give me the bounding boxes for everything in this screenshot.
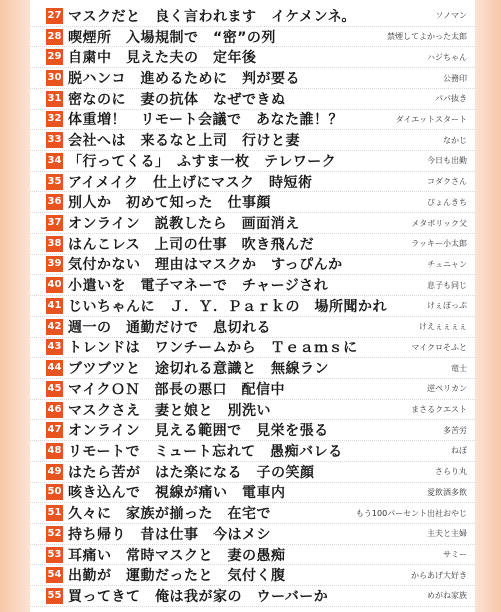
senryu-text: オンライン 見える範囲で 見栄を張る [68, 423, 329, 440]
list-item [30, 110, 475, 131]
author-penname: パパ抜き [435, 94, 467, 104]
entry-number-badge: 44 [46, 360, 63, 376]
list-item [30, 338, 475, 359]
list-item [30, 275, 475, 296]
senryu-text: リモートで ミュート忘れて 愚痴バレる [68, 443, 343, 460]
author-penname: 禁煙してよかった太郎 [387, 32, 467, 42]
author-penname: 主夫と主婦 [427, 529, 467, 539]
list-item [30, 420, 475, 441]
author-penname: さらり丸 [435, 467, 467, 477]
entry-number-badge: 43 [46, 339, 63, 355]
author-penname: コダクさん [427, 177, 467, 187]
entry-number-badge: 50 [46, 484, 63, 500]
list-item [30, 47, 475, 68]
list-item [30, 586, 475, 607]
author-penname: なかじ [443, 135, 467, 145]
author-penname: 逆ペリカン [427, 384, 467, 394]
senryu-text: オンライン 説教したら 画面消え [68, 216, 300, 233]
list-item [30, 6, 475, 27]
list-item [30, 130, 475, 151]
senryu-text: はんこレス 上司の仕事 吹き飛んだ [68, 236, 315, 253]
senryu-text: 気付かない 理由はマスクか すっぴんか [68, 257, 343, 274]
entry-number-badge: 41 [46, 298, 63, 314]
entry-number-badge: 52 [46, 526, 63, 542]
list-item [30, 192, 475, 213]
senryu-text: 体重増！ リモート会議で あなた誰！？ [68, 112, 343, 129]
entry-number-badge: 47 [46, 422, 63, 438]
list-item [30, 255, 475, 276]
senryu-text: 持ち帰り 昔は仕事 今はメシ [68, 526, 271, 543]
entry-number-badge: 46 [46, 402, 63, 418]
senryu-text: 喫煙所 入場規制で “密”の列 [68, 29, 276, 46]
entry-number-badge: 51 [46, 505, 63, 521]
list-item [30, 296, 475, 317]
list-item [30, 151, 475, 172]
list-item [30, 234, 475, 255]
entry-number-badge: 42 [46, 319, 63, 335]
author-penname: サミー [443, 550, 467, 560]
list-item [30, 441, 475, 462]
list-item [30, 483, 475, 504]
author-penname: まさるクエスト [411, 405, 467, 415]
list-item [30, 524, 475, 545]
senryu-text: はたら苦が はた楽になる 子の笑顔 [68, 464, 315, 481]
senryu-text: 週一の 通勤だけで 息切れる [68, 319, 271, 336]
author-penname: もう100パーセント出社おやじ [355, 508, 467, 518]
senryu-list [30, 6, 475, 612]
author-penname: めがね家族 [427, 591, 467, 601]
entry-number-badge: 48 [46, 443, 63, 459]
list-item [30, 358, 475, 379]
author-penname: けぇぽっぷ [427, 301, 467, 311]
entry-number-badge: 28 [46, 29, 63, 45]
decorative-band-left [0, 0, 30, 612]
list-item [30, 317, 475, 338]
senryu-text: 「行ってくる」 ふすま一枚 テレワーク [68, 153, 337, 170]
senryu-text: トレンドは ワンチームから Ｔｅａｍｓに [68, 340, 358, 357]
author-penname: メタボリック父 [411, 218, 467, 228]
senryu-text: 買ってきて 俺は我が家の ウーバーか [68, 588, 329, 605]
author-penname: からあげ大好き [411, 570, 467, 580]
list-item [30, 400, 475, 421]
list-item [30, 89, 475, 110]
entry-number-badge: 40 [46, 277, 63, 293]
author-penname: ラッキー小太郎 [411, 239, 467, 249]
list-item [30, 213, 475, 234]
senryu-text: 自粛中 見えた夫の 定年後 [68, 50, 257, 67]
author-penname: ダイエットスタート [395, 114, 467, 124]
entry-number-badge: 33 [46, 132, 63, 148]
list-item [30, 462, 475, 483]
entry-number-badge: 30 [46, 70, 63, 86]
author-penname: ソノマン [435, 11, 467, 21]
entry-number-badge: 35 [46, 174, 63, 190]
senryu-text: マイクＯＮ 部長の悪口 配信中 [68, 381, 285, 398]
entry-number-badge: 53 [46, 547, 63, 563]
entry-number-badge: 31 [46, 91, 63, 107]
author-penname: マイクロそふと [411, 342, 467, 352]
list-item [30, 565, 475, 586]
author-penname: けえぇぇぇぇ [419, 322, 467, 332]
entry-number-badge: 49 [46, 464, 63, 480]
senryu-text: 小遣いを 電子マネーで チャージされ [68, 278, 329, 295]
senryu-text: 耳痛い 常時マスクと 妻の愚痴 [68, 547, 286, 564]
author-penname: チュニャン [427, 259, 467, 269]
author-penname: ぴょんきち [427, 197, 467, 207]
entry-number-badge: 37 [46, 215, 63, 231]
author-penname: 息子も同じ [427, 280, 467, 290]
senryu-text: 脱ハンコ 進めるために 判が要る [68, 71, 300, 88]
senryu-text: ブツブツと 途切れる意識と 無線ラン [68, 361, 329, 378]
decorative-band-right [475, 0, 501, 612]
entry-number-badge: 54 [46, 567, 63, 583]
list-item [30, 545, 475, 566]
list-item [30, 379, 475, 400]
author-penname: 竜士 [451, 363, 467, 373]
list-item [30, 503, 475, 524]
author-penname: 公務印 [443, 73, 467, 83]
entry-number-badge: 39 [46, 256, 63, 272]
author-penname: 今日も出勤 [427, 156, 467, 166]
author-penname: 愛飲酒多飲 [427, 487, 467, 497]
senryu-text: 会社へは 来るなと上司 行けと妻 [68, 133, 300, 150]
senryu-text: アイメイク 仕上げにマスク 時短術 [68, 174, 313, 191]
entry-number-badge: 32 [46, 111, 63, 127]
senryu-text: マスクだと 良く言われます イケメンネ。 [68, 8, 356, 25]
entry-number-badge: 55 [46, 588, 63, 604]
senryu-text: 咳き込んで 視線が痛い 電車内 [68, 485, 286, 502]
author-penname: ハジちゃん [427, 52, 467, 62]
list-item [30, 68, 475, 89]
list-item [30, 172, 475, 193]
author-penname: 多苦労 [443, 425, 467, 435]
senryu-text: じいちゃんに Ｊ．Ｙ．Ｐａｒｋの 場所聞かれ [68, 298, 387, 315]
senryu-text: 久々に 家族が揃った 在宅で [68, 506, 271, 523]
senryu-text: 別人か 初めて知った 仕事顔 [68, 195, 271, 212]
entry-number-badge: 27 [46, 8, 63, 24]
entry-number-badge: 34 [46, 153, 63, 169]
entry-number-badge: 36 [46, 194, 63, 210]
list-item [30, 27, 475, 48]
author-penname: ねぼ [451, 446, 467, 456]
senryu-text: マスクさえ 妻と娘と 別洗い [68, 402, 271, 419]
entry-number-badge: 29 [46, 49, 63, 65]
senryu-text: 出勤が 運動だったと 気付く腹 [68, 568, 286, 585]
entry-number-badge: 45 [46, 381, 63, 397]
entry-number-badge: 38 [46, 236, 63, 252]
senryu-text: 密なのに 妻の抗体 なぜできぬ [68, 91, 286, 108]
